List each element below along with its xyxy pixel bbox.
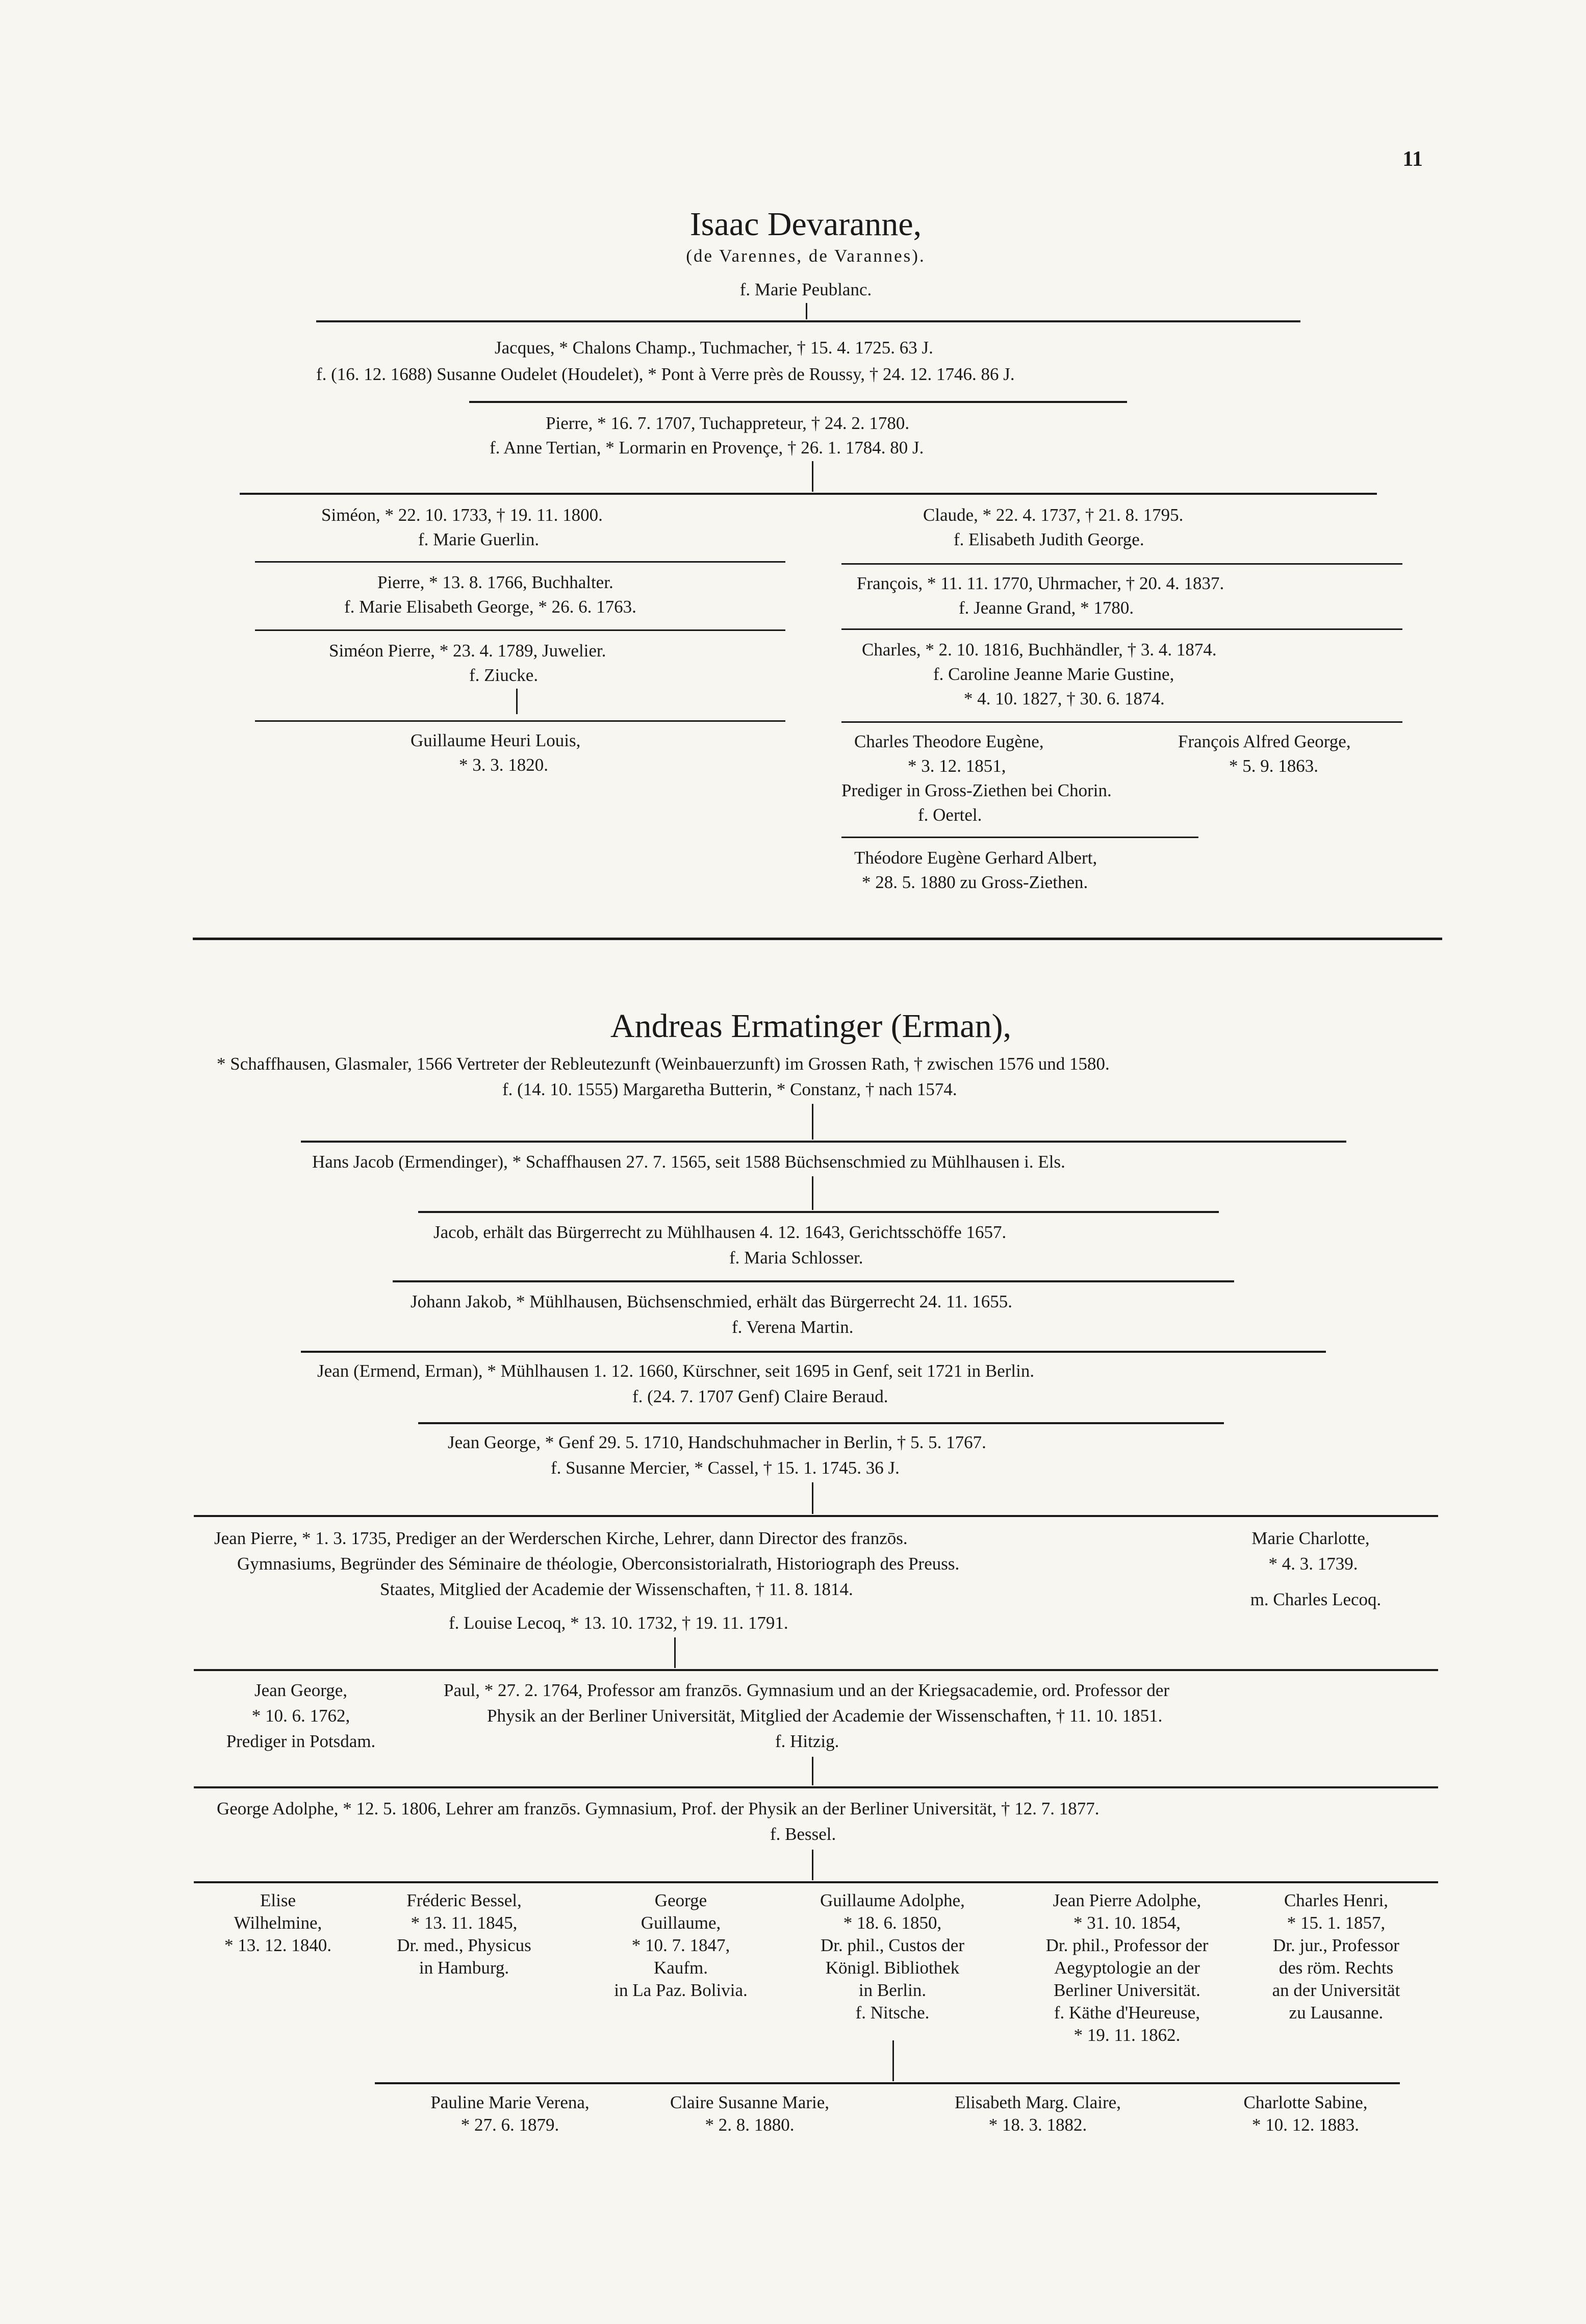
child-line: George: [654, 1890, 707, 1910]
grandchild-line: Claire Susanne Marie,: [670, 2092, 829, 2112]
ct-line4: f. Oertel.: [918, 805, 982, 825]
grandchild-pauline: [430, 2091, 589, 2136]
child-line: Elise: [260, 1890, 296, 1910]
simeon-pierre-line2: f. Ziucke.: [469, 665, 539, 685]
jg-line1: Jean George, * Genf 29. 5. 1710, Handschuhmacher in Berlin, † 5. 5. 1767.: [448, 1432, 986, 1452]
child-line: * 10. 7. 1847,: [631, 1935, 730, 1955]
child-guillaume: [820, 1889, 965, 2024]
jg-descent-line: [812, 1482, 813, 1514]
paul-line3: f. Hitzig.: [775, 1731, 839, 1751]
ga-line2: f. Bessel.: [770, 1824, 836, 1844]
child-line: f. Käthe d'Heureuse,: [1054, 2003, 1200, 2023]
andreas-title: Andreas Ermatinger (Erman),: [610, 1007, 1012, 1045]
andreas-line2: f. (14. 10. 1555) Margaretha Butterin, * Constanz, † nach 1574.: [502, 1079, 957, 1099]
child-line: * 19. 11. 1862.: [1073, 2025, 1181, 2045]
child-elise: [224, 1889, 331, 1957]
ct-line2: * 3. 12. 1851,: [908, 756, 1006, 776]
grandchild-charlotte: [1243, 2091, 1367, 2136]
jg2-line2: * 10. 6. 1762,: [251, 1706, 350, 1726]
isaac-bracket-line: [316, 320, 1300, 322]
grandchild-line: * 27. 6. 1879.: [461, 2115, 559, 2135]
child-line: * 15. 1. 1857,: [1287, 1913, 1386, 1933]
child-line: Dr. med., Physicus: [397, 1935, 531, 1955]
grandchild-elisabeth: [955, 2091, 1121, 2136]
grandchild-line: * 2. 8. 1880.: [705, 2115, 795, 2135]
charles-line3: * 4. 10. 1827, † 30. 6. 1874.: [964, 689, 1165, 709]
grandchild-line: Pauline Marie Verena,: [430, 2092, 590, 2112]
simeon-pierre-bracket-line: [255, 720, 785, 722]
ct-bracket-line: [841, 837, 1198, 838]
mc-line3: m. Charles Lecoq.: [1250, 1589, 1382, 1609]
child-line: zu Lausanne.: [1289, 2003, 1384, 2023]
hans-descent-line: [812, 1176, 813, 1210]
paul-line2: Physik an der Berliner Universität, Mitglied der Academie der Wissenschaften, † 11. 10. 1851.: [487, 1706, 1163, 1726]
child-george: [614, 1889, 747, 2002]
francois-line1: François, * 11. 11. 1770, Uhrmacher, † 20. 4. 1837.: [857, 573, 1224, 593]
isaac-title: Isaac Devaranne,: [689, 206, 922, 243]
guillaume-descent-line: [892, 2040, 894, 2081]
pierre-line1: Pierre, * 16. 7. 1707, Tuchappreteur, † 24. 2. 1780.: [546, 413, 910, 433]
child-line: Königl. Bibliothek: [825, 1958, 960, 1978]
grandchild-line: * 18. 3. 1882.: [988, 2115, 1087, 2135]
jean-line2: f. (24. 7. 1707 Genf) Claire Beraud.: [632, 1386, 888, 1406]
grandchild-line: Elisabeth Marg. Claire,: [955, 2092, 1121, 2112]
child-line: in Hamburg.: [419, 1958, 509, 1978]
isaac-aliases: (de Varennes, de Varannes).: [686, 246, 926, 266]
paul-line1: Paul, * 27. 2. 1764, Professor am franzōs. Gymnasium und an der Kriegsacademie, ord. Professor der: [444, 1680, 1170, 1700]
charles-line2: f. Caroline Jeanne Marie Gustine,: [933, 664, 1174, 684]
child-line: Dr. phil., Professor der: [1045, 1935, 1209, 1955]
jg2-line1: Jean George,: [254, 1680, 348, 1700]
page-number: 11: [1402, 147, 1423, 171]
child-line: Wilhelmine,: [234, 1913, 322, 1933]
charles-line1: Charles, * 2. 10. 1816, Buchhändler, † 3. 4. 1874.: [862, 640, 1217, 660]
mc-line2: * 4. 3. 1739.: [1268, 1554, 1358, 1574]
isaac-descent-line: [806, 303, 807, 319]
paul-descent-line: [812, 1757, 813, 1785]
ct-line3: Prediger in Gross-Ziethen bei Chorin.: [841, 780, 1112, 800]
paul-bracket-line: [194, 1786, 1438, 1788]
andreas-descent-line: [812, 1104, 813, 1140]
child-line: Berliner Universität.: [1054, 1980, 1200, 2000]
jg-bracket-line: [194, 1515, 1438, 1517]
mc-line1: Marie Charlotte,: [1251, 1528, 1370, 1548]
grandchild-claire: [670, 2091, 829, 2136]
child-frederic: [397, 1889, 531, 1979]
andreas-bracket-line: [301, 1141, 1346, 1143]
jp-line3: Staates, Mitglied der Academie der Wissenschaften, † 11. 8. 1814.: [380, 1579, 853, 1599]
child-charles-henri: [1272, 1889, 1400, 2024]
jp-line2: Gymnasiums, Begründer des Séminaire de théologie, Oberconsistorialrath, Historiograph des Preuss.: [237, 1554, 960, 1574]
simeon-bracket-line: [255, 561, 785, 563]
ct-line1: Charles Theodore Eugène,: [854, 731, 1044, 751]
jg-line2: f. Susanne Mercier, * Cassel, † 15. 1. 1745. 36 J.: [551, 1458, 900, 1478]
jacob-line1: Jacob, erhält das Bürgerrecht zu Mühlhausen 4. 12. 1643, Gerichtsschöffe 1657.: [433, 1222, 1007, 1242]
johann-line1: Johann Jakob, * Mühlhausen, Büchsenschmied, erhält das Bürgerrecht 24. 11. 1655.: [411, 1292, 1013, 1311]
jacques-line2: f. (16. 12. 1688) Susanne Oudelet (Houdelet), * Pont à Verre près de Roussy, † 24. 12. 1746. 86 J.: [316, 364, 1015, 384]
simeon-line2: f. Marie Guerlin.: [418, 529, 540, 549]
jacob-bracket-line: [393, 1280, 1234, 1282]
child-line: Aegyptologie an der: [1054, 1958, 1200, 1978]
child-line: * 31. 10. 1854,: [1073, 1913, 1181, 1933]
simeon-pierre-descent-line: [516, 689, 518, 714]
fa-line2: * 5. 9. 1863.: [1229, 756, 1318, 776]
jacob-line2: f. Maria Schlosser.: [729, 1248, 863, 1268]
child-line: Charles Henri,: [1284, 1890, 1389, 1910]
child-line: * 18. 6. 1850,: [843, 1913, 942, 1933]
pierre-bracket-line: [240, 493, 1377, 495]
claude-line1: Claude, * 22. 4. 1737, † 21. 8. 1795.: [923, 505, 1184, 525]
pierre-line2: f. Anne Tertian, * Lormarin en Provençe, † 26. 1. 1784. 80 J.: [490, 438, 924, 458]
simeon-line1: Siméon, * 22. 10. 1733, † 19. 11. 1800.: [321, 505, 603, 525]
te-line2: * 28. 5. 1880 zu Gross-Ziethen.: [862, 872, 1088, 892]
guillaume-bracket-line: [375, 2082, 1400, 2084]
johann-bracket-line: [301, 1351, 1326, 1353]
guillaume-line2: * 3. 3. 1820.: [459, 755, 548, 775]
hans-bracket-line: [418, 1211, 1219, 1213]
child-line: Dr. phil., Custos der: [821, 1935, 964, 1955]
ga-bracket-line: [194, 1881, 1438, 1883]
section-divider: [193, 938, 1442, 940]
grandchild-line: Charlotte Sabine,: [1243, 2092, 1368, 2112]
francois-bracket-line: [841, 628, 1402, 630]
pierre2-line2: f. Marie Elisabeth George, * 26. 6. 1763.: [344, 597, 636, 617]
jean-bracket-line: [418, 1422, 1224, 1424]
child-line: in La Paz. Bolivia.: [614, 1980, 748, 2000]
charles-bracket-line: [841, 721, 1402, 723]
child-line: Fréderic Bessel,: [406, 1890, 522, 1910]
child-line: Guillaume Adolphe,: [820, 1890, 965, 1910]
pierre2-line1: Pierre, * 13. 8. 1766, Buchhalter.: [377, 572, 613, 592]
ga-line1: George Adolphe, * 12. 5. 1806, Lehrer am franzōs. Gymnasium, Prof. der Physik an der Berliner Universität, † 12. 7. 1877.: [217, 1799, 1099, 1818]
isaac-spouse: f. Marie Peublanc.: [739, 280, 872, 299]
child-line: * 13. 11. 1845,: [411, 1913, 518, 1933]
child-line: in Berlin.: [858, 1980, 927, 2000]
jp-line4: f. Louise Lecoq, * 13. 10. 1732, † 19. 11. 1791.: [449, 1613, 788, 1633]
johann-line2: f. Verena Martin.: [732, 1317, 854, 1337]
child-line: f. Nitsche.: [855, 2003, 930, 2023]
guillaume-line1: Guillaume Heuri Louis,: [411, 730, 581, 750]
child-line: Guillaume,: [641, 1913, 721, 1933]
fa-line1: François Alfred George,: [1178, 731, 1351, 751]
andreas-line1: * Schaffhausen, Glasmaler, 1566 Vertreter der Rebleutezunft (Weinbauerzunft) im Grossen Rath, † zwischen 1576 und 1580.: [217, 1054, 1110, 1074]
pierre2-bracket-line: [255, 629, 785, 631]
child-line: Jean Pierre Adolphe,: [1053, 1890, 1201, 1910]
child-line: * 13. 12. 1840.: [224, 1935, 331, 1955]
claude-bracket-line: [841, 563, 1402, 565]
ga-descent-line: [812, 1850, 813, 1880]
hans-line: Hans Jacob (Ermendinger), * Schaffhausen 27. 7. 1565, seit 1588 Büchsenschmied zu Mühlhausen i. Els.: [312, 1152, 1065, 1172]
grandchild-line: * 10. 12. 1883.: [1251, 2115, 1359, 2135]
child-line: an der Universität: [1272, 1980, 1400, 2000]
jp-bracket-line: [194, 1669, 1438, 1671]
jg2-line3: Prediger in Potsdam.: [226, 1731, 376, 1751]
jean-line1: Jean (Ermend, Erman), * Mühlhausen 1. 12. 1660, Kürschner, seit 1695 in Genf, seit 1721 in Berlin.: [317, 1361, 1035, 1381]
jacques-bracket-line: [469, 401, 1127, 403]
jacques-line1: Jacques, * Chalons Champ., Tuchmacher, † 15. 4. 1725. 63 J.: [495, 338, 933, 358]
child-jean-pierre: [1046, 1889, 1209, 2047]
simeon-pierre-line1: Siméon Pierre, * 23. 4. 1789, Juwelier.: [329, 641, 606, 661]
child-line: Kaufm.: [654, 1958, 708, 1978]
pierre-descent-line: [812, 461, 813, 492]
jp-descent-line: [674, 1637, 676, 1668]
te-line1: Théodore Eugène Gerhard Albert,: [854, 848, 1097, 868]
francois-line2: f. Jeanne Grand, * 1780.: [959, 598, 1134, 618]
jp-line1: Jean Pierre, * 1. 3. 1735, Prediger an der Werderschen Kirche, Lehrer, dann Director des franzōs.: [214, 1528, 908, 1548]
claude-line2: f. Elisabeth Judith George.: [954, 529, 1144, 549]
child-line: des röm. Rechts: [1278, 1958, 1394, 1978]
child-line: Dr. jur., Professor: [1273, 1935, 1399, 1955]
